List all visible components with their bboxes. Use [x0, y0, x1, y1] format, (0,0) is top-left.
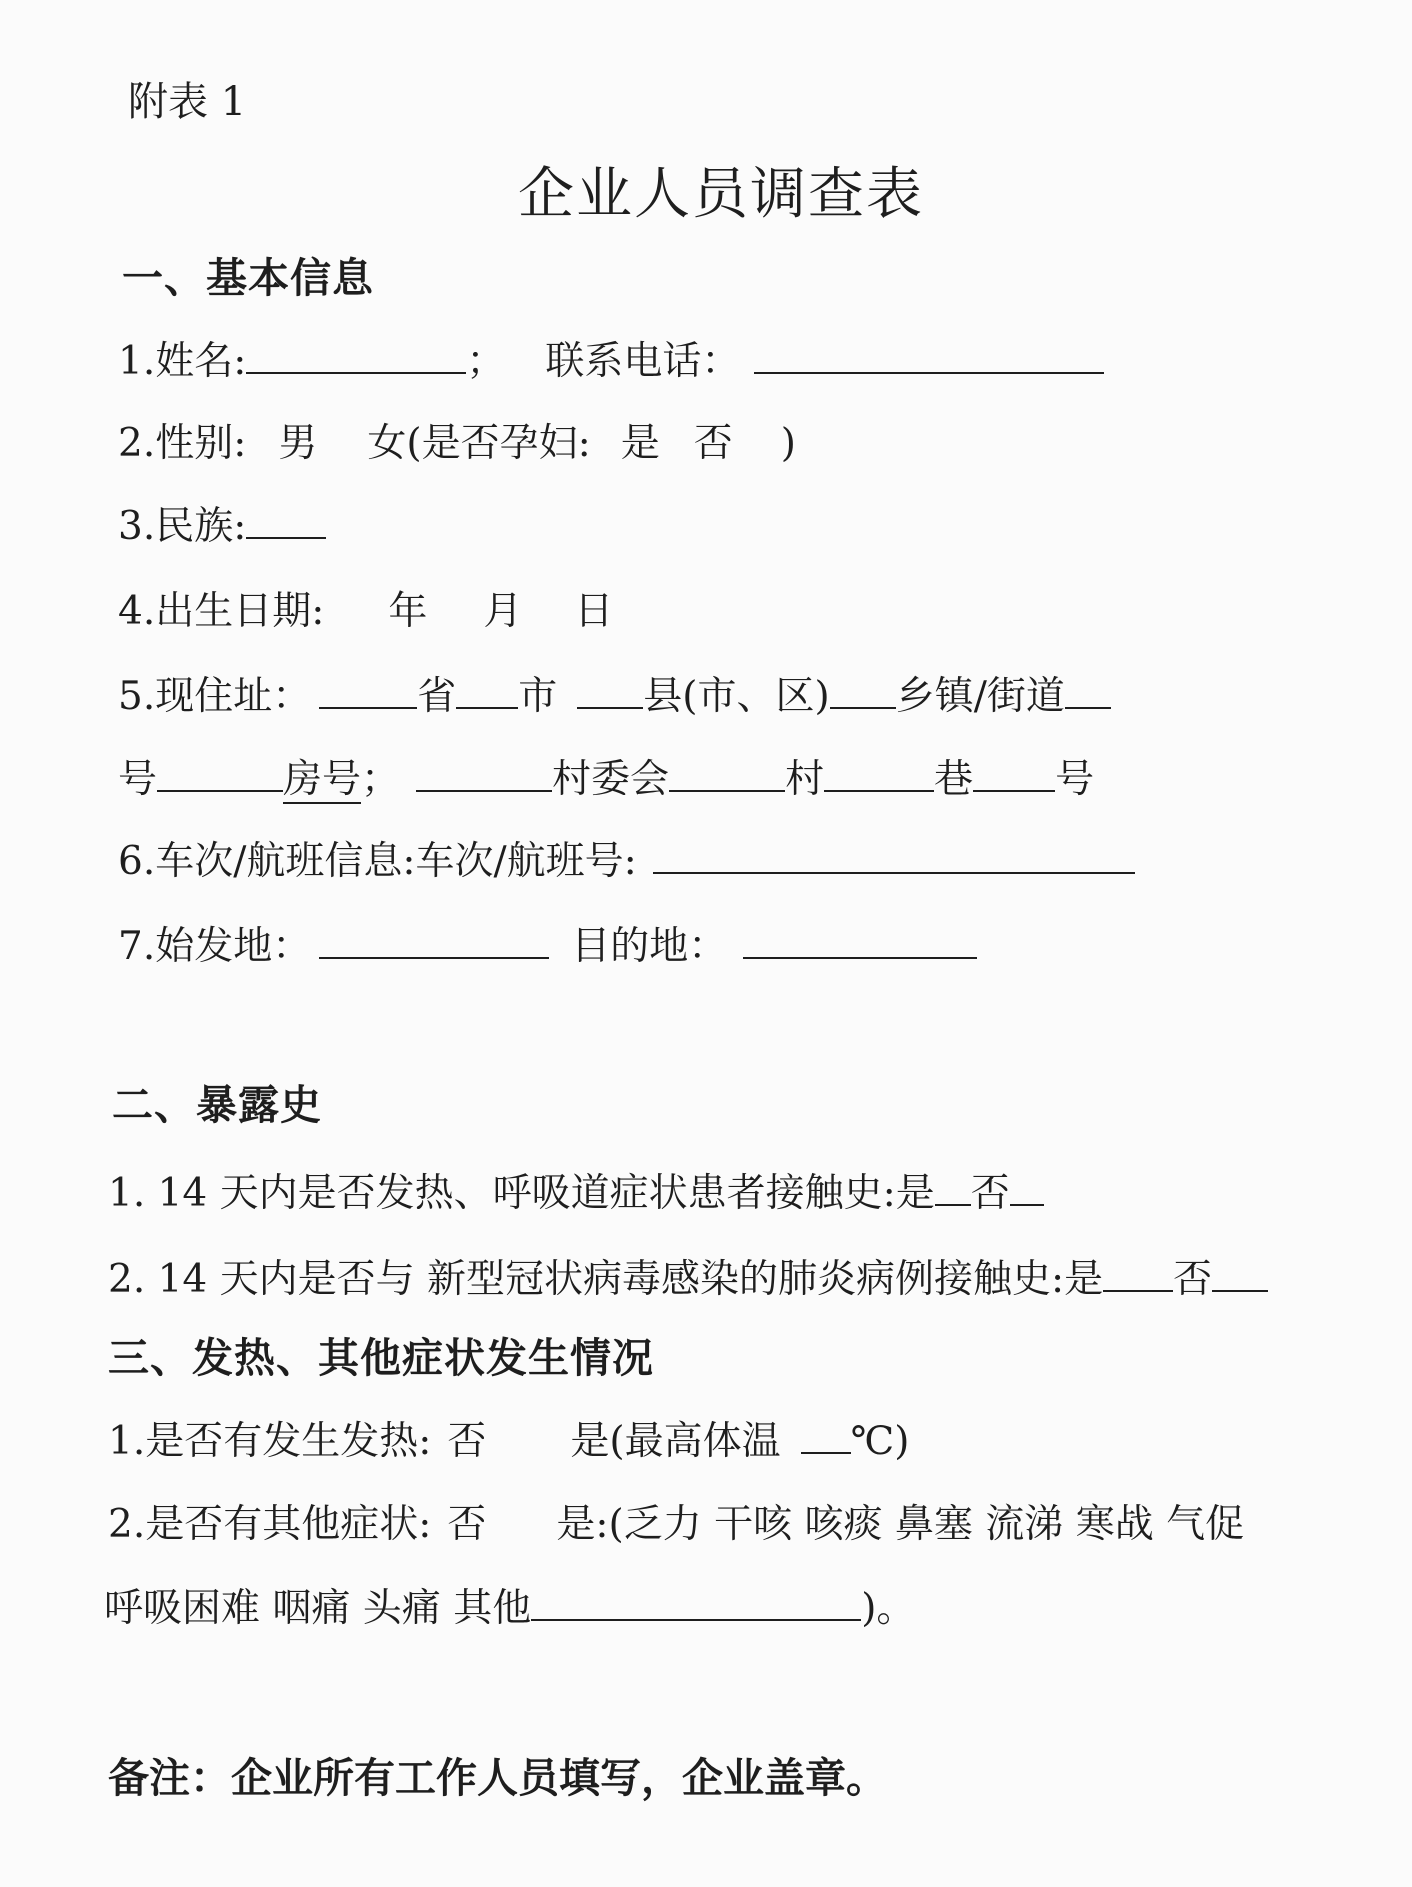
province-label: 省	[417, 674, 457, 719]
gender-male-option[interactable]: 男	[278, 421, 318, 466]
room-label: 房号	[283, 757, 362, 802]
train-label: 6.车次/航班信息:车次/航班号:	[118, 839, 637, 884]
name-label: 1.姓名:	[118, 339, 247, 384]
name-field[interactable]	[246, 342, 466, 374]
phone-field[interactable]	[754, 342, 1104, 374]
committee-label: 村委会	[552, 757, 670, 802]
annex-label: 附表 1	[128, 79, 247, 125]
section-basic-info-heading: 一、基本信息	[122, 254, 374, 302]
page-title: 企业人员调查表	[518, 162, 924, 227]
exposure-q1-no-field[interactable]	[1010, 1174, 1044, 1206]
fever-no-option[interactable]: 否	[447, 1419, 487, 1464]
exposure-q1-text: 1. 14 天内是否发热、呼吸道症状患者接触史:是	[108, 1171, 935, 1216]
county-field[interactable]	[577, 677, 643, 709]
ethnic-field[interactable]	[246, 507, 326, 539]
other-symptoms-row	[108, 1493, 1244, 1549]
lane-number-label: 号	[1055, 757, 1095, 802]
exposure-q2-row	[108, 1248, 1268, 1304]
city-field[interactable]	[456, 677, 518, 709]
room-separator: ；	[361, 757, 401, 802]
train-field[interactable]	[653, 842, 1135, 874]
train-row	[118, 830, 1135, 886]
other-symptoms-no-option[interactable]: 否	[447, 1502, 487, 1547]
committee-field[interactable]	[416, 760, 552, 792]
exposure-q1-yes-field[interactable]	[935, 1174, 971, 1206]
name-separator: ；	[466, 339, 506, 384]
exposure-q1-row	[108, 1162, 1044, 1218]
village-field[interactable]	[669, 760, 785, 792]
province-field[interactable]	[319, 677, 417, 709]
lane-field[interactable]	[824, 760, 934, 792]
gender-female-option[interactable]: 女(是否孕妇:	[367, 421, 591, 466]
name-phone-row	[118, 330, 1104, 386]
section-exposure-heading: 二、暴露史	[112, 1081, 322, 1129]
exposure-q2-no-label: 否	[1173, 1257, 1213, 1302]
birth-date-row	[118, 580, 613, 636]
gender-row	[118, 412, 796, 468]
origin-field[interactable]	[319, 927, 549, 959]
gender-label: 2.性别:	[118, 421, 247, 466]
temperature-unit: ℃)	[850, 1419, 910, 1464]
address-label: 5.现住址：	[118, 674, 312, 719]
exposure-q2-yes-field[interactable]	[1103, 1260, 1173, 1292]
ethnic-row	[118, 495, 326, 551]
exposure-q2-text: 2. 14 天内是否与 新型冠状病毒感染的肺炎病例接触史:是	[108, 1257, 1104, 1302]
footer-note: 备注：企业所有工作人员填写，企业盖章。	[108, 1754, 887, 1802]
number-label: 号	[118, 757, 158, 802]
town-field[interactable]	[830, 677, 896, 709]
dest-label: 目的地：	[571, 924, 728, 969]
other-symptoms-field[interactable]	[531, 1589, 861, 1621]
village-label: 村	[785, 757, 825, 802]
birth-month-label: 月	[483, 589, 523, 634]
exposure-q2-no-field[interactable]	[1212, 1260, 1268, 1292]
street-number-field[interactable]	[1065, 677, 1111, 709]
lane-number-field[interactable]	[973, 760, 1055, 792]
birth-date-label: 4.出生日期:	[118, 589, 325, 634]
exposure-q1-no-label: 否	[970, 1171, 1010, 1216]
birth-day-label: 日	[574, 589, 614, 634]
address-row-1	[118, 665, 1111, 721]
pregnant-no-option[interactable]: 否	[693, 421, 733, 466]
fever-row	[108, 1410, 909, 1466]
dest-field[interactable]	[743, 927, 977, 959]
other-symptoms-label: 2.是否有其他症状:	[108, 1502, 432, 1547]
city-label: 市	[518, 674, 558, 719]
other-symptoms-row-2	[104, 1577, 915, 1633]
phone-label: 联系电话：	[545, 339, 741, 384]
origin-label: 7.始发地：	[118, 924, 312, 969]
gender-close-paren: )	[780, 421, 796, 466]
address-row-2	[118, 748, 1094, 804]
fever-yes-option[interactable]: 是(最高体温	[570, 1419, 781, 1464]
max-temperature-field[interactable]	[801, 1422, 851, 1454]
other-symptoms-list: 呼吸困难 咽痛 头痛 其他	[104, 1586, 532, 1631]
county-label: 县(市、区)	[643, 674, 830, 719]
birth-year-label: 年	[388, 589, 428, 634]
town-label: 乡镇/街道	[895, 674, 1065, 719]
other-symptoms-yes-option[interactable]: 是:(乏力 干咳 咳痰 鼻塞 流涕 寒战 气促	[556, 1502, 1245, 1547]
fever-label: 1.是否有发生发热:	[108, 1419, 432, 1464]
section-symptoms-heading: 三、发热、其他症状发生情况	[108, 1334, 654, 1382]
origin-dest-row	[118, 915, 977, 971]
house-number-field[interactable]	[157, 760, 283, 792]
ethnic-label: 3.民族:	[118, 504, 247, 549]
lane-label: 巷	[934, 757, 974, 802]
pregnant-yes-option[interactable]: 是	[620, 421, 660, 466]
other-symptoms-end: )。	[861, 1586, 916, 1631]
